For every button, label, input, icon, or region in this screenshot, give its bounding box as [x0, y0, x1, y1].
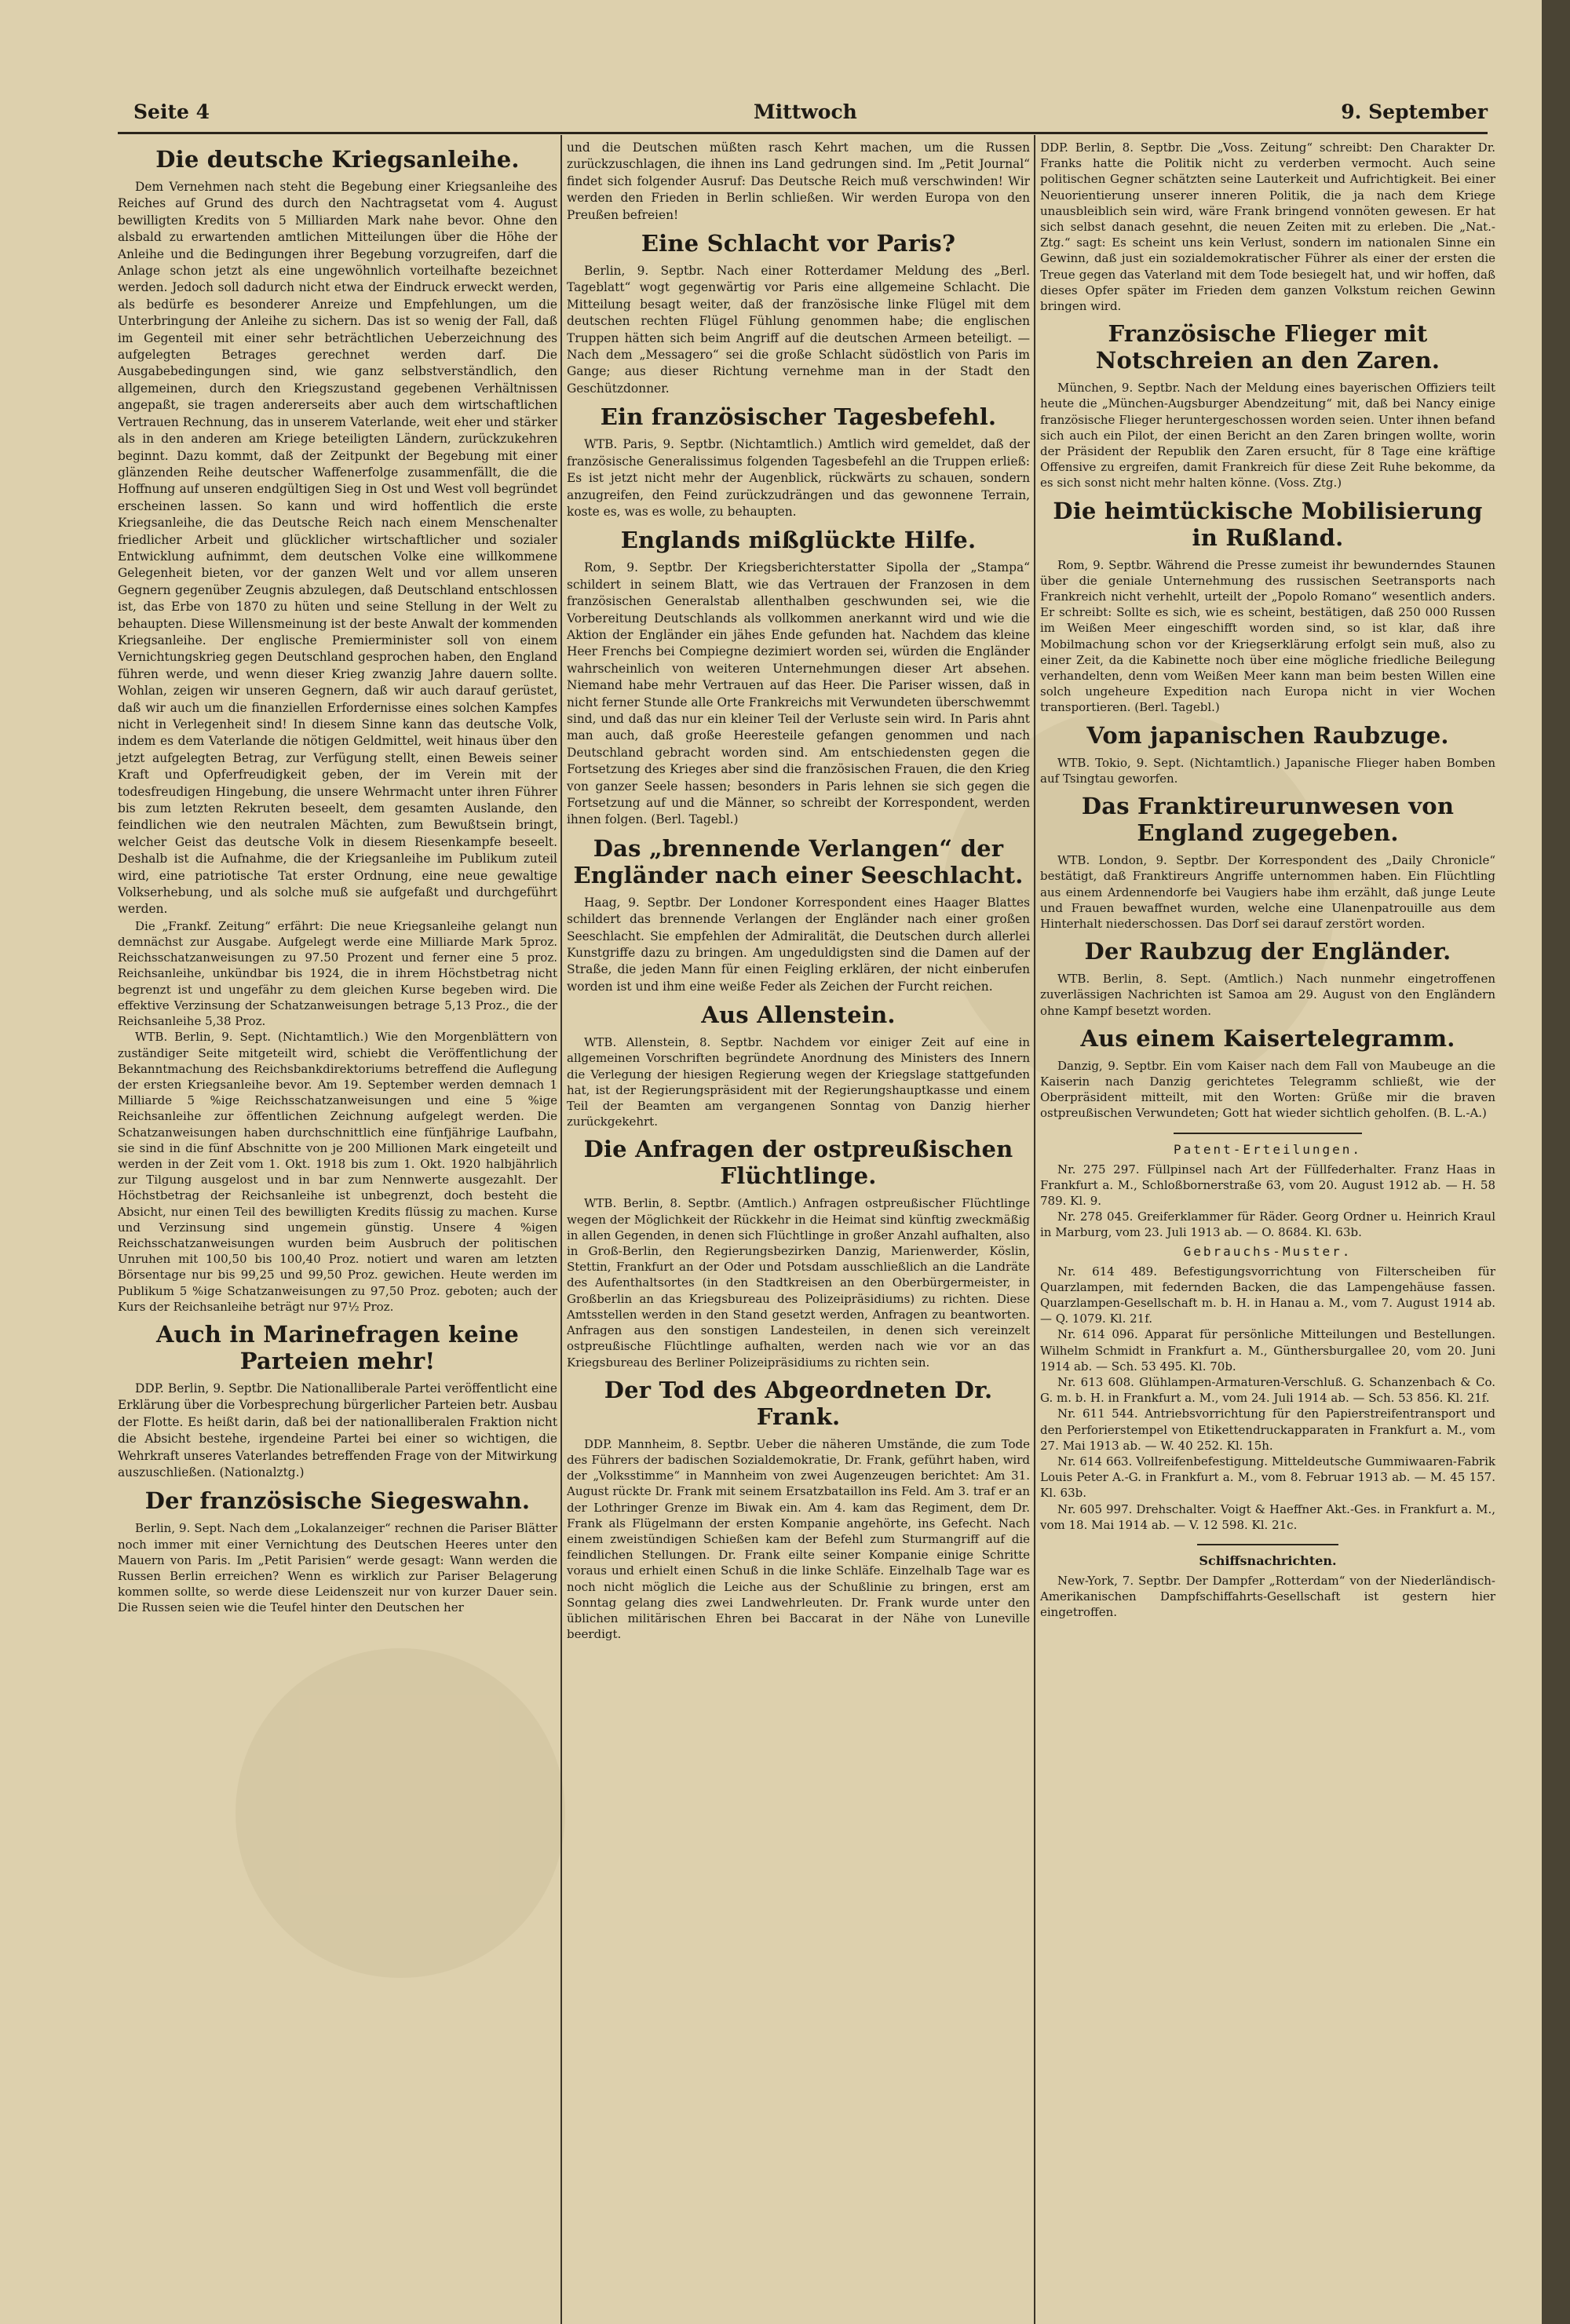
article-marinefragen [118, 1321, 557, 1481]
article-siegeswahn [118, 1487, 557, 1615]
weekday: Mittwoch [754, 100, 857, 123]
page-edge-shadow [1542, 0, 1570, 2324]
article-kaisertelegramm [1040, 1025, 1495, 1122]
article-paragraph: und die Deutschen müßten rasch Kehrt machen, um die Russen zurückzuschlagen, die ihnen ins Land gedrungen sind. Im „Petit Journal“ findet sich folgender Ausruf: Das Deutsche Reich muß verschwinden! Wir werden den Frieden in Berlin schließen. Wir werden Europa von den Preußen befreien! [567, 140, 1030, 222]
article-paragraph: Rom, 9. Septbr. Während die Presse zumeist ihr bewunderndes Staunen über die geniale Unternehmung des russischen Seetransports nach Frankreich nicht verhehlt, urteilt der „Popolo Romano“ wesentlich anders. Er schreibt: Sollte es sich, wie es scheint, bestätigen, daß 250 000 Russen im Weißen Meer eingeschifft worden sind, so ist klar, daß ihre Mobilmachung schon vor der Kriegserklärung erfolgt sein muß, also zu einer Zeit, da die Kabinette noch über eine mögliche friedliche Beilegung verhandelten, denn vom Weißen Meer kann man beim besten Willen eine solch ungeheure Expedition nach Europa nicht in vier Wochen transportieren. (Berl. Tagebl.) [1040, 557, 1495, 715]
article-title: Englands mißglückte Hilfe. [620, 527, 977, 554]
patent-item: Nr. 275 297. Füllpinsel nach Art der Füllfederhalter. Franz Haas in Frankfurt a. M., Schloßbornerstraße 63, vom 20. August 1912 ab. — H. 58 789. Kl. 9. [1040, 1162, 1495, 1208]
article-title: Aus Allenstein. [701, 1001, 896, 1029]
utility-item: Nr. 605 997. Drehschalter. Voigt & Haeffner Akt.-Ges. in Frankfurt a. M., vom 18. Mai 1914 ab. — V. 12 598. Kl. 21c. [1040, 1501, 1495, 1532]
article-paragraph: Dem Vernehmen nach steht die Begebung einer Kriegsanleihe des Reiches auf Grund des durch den Nachtragsetat vom 4. August bewilligten Kredits von 5 Milliarden Mark nahe bevor. Ohne den alsbald zu erwartenden amtlichen Mitteilungen über die Höhe der Anleihe und die Bedingungen ihrer Begebung vorzugreifen, darf die Anlage schon jetzt als eine ungewöhnlich vorteilhafte bezeichnet werden. Jedoch soll dadurch nicht etwa der Eindruck erweckt werden, als bedürfe es besonderer Anreize und Empfehlungen, um die Unterbringung der Anleihe zu sichern. Das ist so wenig der Fall, daß im Gegenteil mit einer sehr beträchtlichen Ueberzeichnung des aufgelegten Betrages gerechnet werden darf. Die Ausgabebedingungen sind, wie ganz selbstverständlich, den allgemeinen, durch den Kriegszustand gegebenen Verhältnissen angepaßt, sie tragen andererseits aber auch dem wirtschaftlichen Vertrauen Rechnung, das in unserem Vaterlande, weit eher und stärker als in den anderen am Kriege beteiligten Ländern, zurückzukehren beginnt. Dazu kommt, daß der Zeitpunkt der Begebung mit einer glänzenden Reihe deutscher Waffenerfolge zusammenfällt, die die Hoffnung auf unseren endgültigen Sieg in Ost und West voll begründet erscheinen lassen. So kann und wird hoffentlich die erste Kriegsanleihe, die das Deutsche Reich nach einem Menschenalter friedlicher Arbeit und glücklicher wirtschaftlicher und sozialer Entwicklung aufnimmt, dem deutschen Volke eine willkommene Gelegenheit bieten, vor der ganzen Welt und vor allem unseren Gegnern gegenüber Zeugnis abzulegen, daß Deutschland entschlossen ist, das Erbe von 1870 zu hüten und seine Stellung in der Welt zu behaupten. Diese Willensmeinung ist der beste Anwalt der kommenden Kriegsanleihe. Der englische Premierminister soll von einem Vernichtungskrieg gegen Deutschland gesprochen haben, den England führen werde, und wenn dieser Krieg zwanzig Jahre dauern sollte. Wohlan, zeigen wir unseren Gegnern, daß wir auch darauf gerüstet, daß wir auch um die finanziellen Erfordernisse eines solchen Kampfes nicht in Verlegenheit sind! In diesem Sinne kann das deutsche Volk, indem es dem Vaterlande die nötigen Geldmittel, weit hinaus über den jetzt aufgelegten Betrag, zur Verfügung stellt, einen Beweis seiner Kraft und Opferfreudigkeit geben, der im Verein mit der todesfreudigen Hingebung, die unsere Wehrmacht unter ihren Führer bis zum letzten Rekruten beseelt, dem gesamten Auslande, den feindlichen wie den neutralen Mächten, zum Bewußtsein bringt, welcher Geist das deutsche Volk in diesem Riesenkampfe beseelt. Deshalb ist die Aufnahme, die der Kriegsanleihe im Publikum zuteil wird, eine patriotische Tat erster Ordnung, eine neue gewaltige Volkserhebung, und als solche muß sie aufgefaßt und durchgeführt werden. [118, 180, 557, 917]
article-mobilisierung [1040, 498, 1495, 716]
article-paragraph: München, 9. Septbr. Nach der Meldung eines bayerischen Offiziers teilt heute die „München-Augsburger Abendzeitung“ mit, daß bei Nancy einige französische Flieger heruntergeschossen worden seien. Unter ihnen befand sich auch ein Pilot, der einen Bericht an den Zaren bringen wollte, worin der Präsident der Republik den Zaren ersucht, für 8 Tage eine kräftige Offensive zu ergreifen, damit Frankreich für diese Zeit Ruhe bekomme, da es sich sonst nicht mehr halten könne. (Voss. Ztg.) [1040, 381, 1495, 491]
utility-item: Nr. 613 608. Glühlampen-Armaturen-Verschluß. G. Schanzenbach & Co. G. m. b. H. in Frankfurt a. M., vom 24. Juli 1914 ab. — Sch. 53 856. Kl. 21f. [1040, 1374, 1495, 1406]
article-title: Aus einem Kaisertelegramm. [1080, 1024, 1455, 1052]
article-title: Das „brennende Verlangen“ der Engländer nach einer Seeschlacht. [573, 834, 1024, 888]
article-continuation [1040, 140, 1495, 314]
article-flieger [1040, 320, 1495, 491]
paper-stain [236, 1648, 565, 1978]
article-title: Ein französischer Tagesbefehl. [600, 403, 997, 431]
article-englands-hilfe [567, 527, 1030, 829]
page-header [118, 100, 1488, 132]
shipping-heading: Schiffsnachrichten. [1199, 1553, 1337, 1568]
article-title: Eine Schlacht vor Paris? [641, 230, 956, 257]
article-paragraph: Die „Frankf. Zeitung“ erfährt: Die neue Kriegsanleihe gelangt nun demnächst zur Ausgabe. Aufgelegt werde eine Milliarde Mark 5proz. Reichsschatzanweisungen zu 97.50 Prozent und ferner eine 5 proz. Reichsanleihe, unkündbar bis 1924, die in ihrem Höchstbetrag nicht begrenzt ist und ungefähr zu dem gleichen Kurse begeben wird. Die effektive Verzinsung der Schatzanweisungen betrage 5,13 Proz., die der Reichsanleihe 5,38 Proz. [118, 918, 557, 1029]
column-1 [118, 140, 557, 1616]
utility-item: Nr. 614 489. Befestigungsvorrichtung von Filterscheiben für Quarzlampen, mit federnden Backen, die das Lampengehäuse fassen. Quarzlampen-Gesellschaft m. b. H. in Hanau a. M., vom 7. August 1914 ab. — Q. 1079. Kl. 21f. [1040, 1264, 1495, 1326]
article-continuation [567, 140, 1030, 224]
article-paragraph: Danzig, 9. Septbr. Ein vom Kaiser nach dem Fall von Maubeuge an die Kaiserin nach Danzig gerichtetes Telegramm schließt, wie der Oberpräsident mitteilt, mit den Worten: Grüße mir die braven ostpreußischen Verwundeten; Gott hat wieder sichtlich geholfen. (B. L.-A.) [1040, 1058, 1495, 1121]
column-rule [560, 135, 562, 2324]
article-title: Vom japanischen Raubzuge. [1086, 721, 1449, 749]
article-title: Die Anfragen der ostpreußischen Flüchtlinge. [583, 1136, 1013, 1190]
article-japanischer-raubzug [1040, 722, 1495, 786]
article-paragraph: WTB. Tokio, 9. Sept. (Nichtamtlich.) Japanische Flieger haben Bomben auf Tsingtau geworfen. [1040, 755, 1495, 786]
article-paragraph: WTB. Berlin, 9. Sept. (Nichtamtlich.) Wie den Morgenblättern von zuständiger Seite mitgeteilt wird, schiebt die Veröffentlichung der Bekanntmachung des Reichsbankdirektoriums betreffend die Auflegung der ersten Kriegsanleihe bevor. Am 19. September werden demnach 1 Milliarde 5 %ige Reichsschatzanweisungen und eine 5 %ige Reichsanleihe zur öffentlichen Zeichnung aufgelegt werden. Die Schatzanweisungen haben durchschnittlich eine fünfjährige Laufbahn, sie sind in die fünf Abschnitte von je 200 Millionen Mark eingeteilt und werden in der Zeit vom 1. Okt. 1918 bis zum 1. Okt. 1920 halbjährlich zur Tilgung ausgelost und in bar zum Nennwerte ausgezahlt. Der Höchstbetrag der Reichsanleihe ist unbegrenzt, doch besteht die Absicht, nur einen Teil des bewilligten Kredits flüssig zu machen. Kurse und Verzinsung sind ungemein günstig. Unsere 4 %igen Reichsschatzanweisungen wurden beim Ausbruch der politischen Unruhen mit 100,50 bis 100,40 Proz. notiert und waren am letzten Börsentage nur bis 99,25 und 99,50 Proz. gewichen. Heute werden im Publikum 5 %ige Schatzanweisungen zu 97,50 Proz. geboten; auch der Kurs der Reichsanleihe beträgt nur 97½ Proz. [118, 1030, 557, 1314]
article-title: Die heimtückische Mobilisierung in Rußland. [1053, 497, 1483, 551]
article-title: Auch in Marinefragen keine Parteien mehr! [155, 1320, 520, 1374]
column-rule [1034, 135, 1035, 2324]
section-divider [1174, 1133, 1362, 1134]
shipping-item: New-York, 7. Septbr. Der Dampfer „Rotterdam“ von der Niederländisch-Amerikanischen Dampfschiffahrts-Gesellschaft ist gestern hier eingetroffen. [1040, 1574, 1495, 1620]
article-paragraph: Haag, 9. Septbr. Der Londoner Korrespondent eines Haager Blattes schildert das brennende Verlangen der Engländer nach einer großen Seeschlacht. Sie empfehlen der Admiralität, die Deutschen durch allerlei Kunstgriffe dazu zu bringen. Am ungeduldigsten sind die Damen auf der Straße, die jeden Mann für einen Feigling erklären, der nicht einberufen worden ist und ihm eine weiße Feder als Zeichen der Furcht reichen. [567, 895, 1030, 994]
article-paragraph: DDP. Mannheim, 8. Septbr. Ueber die näheren Umstände, die zum Tode des Führers der badischen Sozialdemokratie, Dr. Frank, geführt haben, wird der „Volksstimme“ in Mannheim von zwei Augenzeugen berichtet: Am 31. August rückte Dr. Frank mit seinem Ersatzbataillon ins Feld. Am 3. traf er an der Lothringer Grenze im Biwak ein. Am 4. kam das Regiment, dem Dr. Frank als Flügelmann der ersten Kompanie angehörte, ins Gefecht. Nach einem zweistündigen Schießen kam der Befehl zum Sturmangriff auf die feindlichen Stellungen. Dr. Frank eilte seiner Kompanie einige Schritte voraus und erhielt einen Schuß in die linke Schläfe. Einzelhalb Tage war es noch nicht möglich die Leiche aus der Schußlinie zu bringen, erst am Sonntag gelang dies zwei Landwehrleuten. Dr. Frank wurde unter den üblichen militärischen Ehren bei Baccarat in der Nähe von Luneville beerdigt. [567, 1436, 1030, 1642]
article-title: Der französische Siegeswahn. [144, 1487, 531, 1515]
utility-item: Nr. 614 663. Vollreifenbefestigung. Mitteldeutsche Gummiwaaren-Fabrik Louis Peter A.-G. in Frankfurt a. M., vom 8. Februar 1913 ab. — M. 45 157. Kl. 63b. [1040, 1454, 1495, 1501]
article-paragraph: WTB. Allenstein, 8. Septbr. Nachdem vor einiger Zeit auf eine in allgemeinen Vorschriften begründete Anordnung des Ministers des Innern die Verlegung der hiesigen Regierung wegen der Kriegslage stattgefunden hat, ist der Regierungspräsident mit der Regierungshauptkasse und einem Teil der Beamten am vergangenen Sonntag von Danzig hierher zurückgekehrt. [567, 1035, 1030, 1129]
shipping-news [1040, 1553, 1495, 1621]
article-paragraph: Rom, 9. Septbr. Der Kriegsberichterstatter Sipolla der „Stampa“ schildert in seinem Blatt, wie das Vertrauen der Franzosen in dem französischen Generalstab allenthalben geschwunden sei, wie die Vorbereitung Deutschlands als vollkommen anerkannt wird und wie die Aktion der Engländer ein jähes Ende gefunden hat. Nachdem das kleine Heer Frenchs bei Compiegne dezimiert worden sei, würden die Engländer wahrscheinlich von weiteren Unternehmungen dieser Art absehen. Niemand habe mehr Vertrauen auf das Heer. Die Pariser wissen, daß in nicht ferner Stunde alle Orte Frankreichs mit Verwundeten überschwemmt sind, und daß das nur ein kleiner Teil der Verluste sein wird. In Paris ahnt man auch, daß große Heeresteile gefangen genommen und nach Deutschland gebracht worden sind. Am entschiedensten gegen die Fortsetzung des Krieges aber sind die französischen Frauen, die den Krieg von ganzer Seele hassen; besonders in Paris lehnen sie sich gegen die Fortsetzung auf und die Männer, so schreibt der Korrespondent, werden ihnen folgen. (Berl. Tagebl.) [567, 560, 1030, 827]
article-paragraph: Berlin, 9. Septbr. Nach einer Rotterdamer Meldung des „Berl. Tageblatt“ wogt gegenwärtig vor Paris eine allgemeine Schlacht. Die Mitteilung besagt weiter, daß der französische linke Flügel mit dem deutschen rechten Flügel Fühlung genommen habe; die englischen Truppen hätten sich beim Angriff auf die deutschen Armeen beteiligt. — Nach dem „Messagero“ sei die große Schlacht südöstlich von Paris im Gange; aus dieser Richtung vernehme man in der Stadt den Geschützdonner. [567, 264, 1030, 396]
article-paragraph: Berlin, 9. Sept. Nach dem „Lokalanzeiger“ rechnen die Pariser Blätter noch immer mit einer Vernichtung des Deutschen Heeres unter den Mauern von Paris. Im „Petit Parisien“ werde gesagt: Wann werden die Russen Berlin erreichen? Wenn es wirklich zur Pariser Belagerung kommen sollte, so werde diese Leidenszeit nur von kurzer Dauer sein. Die Russen seien wie die Teufel hinter den Deutschen her [118, 1521, 557, 1615]
article-title: Die deutsche Kriegsanleihe. [155, 146, 520, 173]
article-seeschlacht [567, 835, 1030, 995]
article-fluechtlinge [567, 1136, 1030, 1370]
patent-heading: Patent-Erteilungen. [1173, 1141, 1363, 1157]
article-franktireurs [1040, 793, 1495, 932]
article-title: Französische Flieger mit Notschreien an den Zaren. [1095, 320, 1440, 374]
date: 9. September [1341, 100, 1488, 123]
utility-model-listing [1040, 1244, 1495, 1533]
article-kriegsanleihe [118, 146, 557, 1315]
article-schlacht-vor-paris [567, 230, 1030, 397]
patent-listing [1040, 1142, 1495, 1241]
article-title: Das Franktireurunwesen von England zugegeben. [1081, 793, 1455, 847]
article-paragraph: WTB. London, 9. Septbr. Der Korrespondent des „Daily Chronicle“ bestätigt, daß Franktireurs Angriffe unternommen haben. Ein Flüchtling aus einem Ardennendorfe bei Vaugiers habe ihm erzählt, daß junge Leute und Frauen bewaffnet wurden, welche eine Ulanenpatrouille aus dem Hinterhalt niederschossen. Das Dorf sei darauf zerstört worden. [1040, 853, 1495, 931]
article-paragraph: WTB. Berlin, 8. Septbr. (Amtlich.) Anfragen ostpreußischer Flüchtlinge wegen der Möglichkeit der Rückkehr in die Heimat sind künftig zweckmäßig in allen Gegenden, in denen sich Flüchtlinge in großer Anzahl aufhalten, also in Groß-Berlin, den Regierungsbezirken Danzig, Marienwerder, Köslin, Stettin, Frankfurt an der Oder und Potsdam ausschließlich an die Landräte des Aufenthaltsortes (in den Stadtkreisen an den Oberbürgermeister, in Großberlin an das Kriegsbureau des Polizeipräsidiums) zu richten. Diese Amtsstellen werden in den Stand gesetzt werden, Anfragen zu beantworten. Anfragen aus den sonstigen Landesteilen, in denen sich vereinzelt ostpreußische Flüchtlinge aufhalten, werden nach wie vor an das Kriegsbureau des Berliner Polizeipräsidiums zu richten sein. [567, 1196, 1030, 1370]
column-2 [567, 140, 1030, 1642]
article-title: Der Tod des Abgeordneten Dr. Frank. [604, 1376, 993, 1430]
article-tagesbefehl [567, 403, 1030, 520]
article-raubzug-englaender [1040, 938, 1495, 1019]
utility-heading: Gebrauchs-Muster. [1183, 1243, 1353, 1259]
article-paragraph: DDP. Berlin, 8. Septbr. Die „Voss. Zeitung“ schreibt: Den Charakter Dr. Franks hatte die Politik nicht zu verderben vermocht. Auch seine politischen Gegner schätzten seine Lauterkeit und Aufrichtigkeit. Bei einer Neuorientierung unserer inneren Politik, die ja nach dem Kriege unausbleiblich sein wird, wäre Frank bringend vonnöten gewesen. Er hat sich selbst danach gesehnt, die neuen Zeiten mit zu erleben. Die „Nat.-Ztg.“ sagt: Es scheint uns kein Verlust, sondern im nationalen Sinne ein Gewinn, daß just ein sozialdemokratischer Führer als einer der ersten die Treue gegen das Vaterland mit dem Tode besiegelt hat, und wir hoffen, daß dieses Opfer später im Frieden dem ganzen Volkstum reichen Gewinn bringen wird. [1040, 140, 1495, 314]
article-paragraph: DDP. Berlin, 9. Septbr. Die Nationalliberale Partei veröffentlicht eine Erklärung über die Vorbesprechung bürgerlicher Parteien betr. Ausbau der Flotte. Es heißt darin, daß bei der nationalliberalen Fraktion nicht die Absicht bestehe, irgendeine Partei bei einer so wichtigen, die Wehrkraft unseres Vaterlandes betreffenden Frage von der Mitwirkung auszuschließen. (Nationalztg.) [118, 1381, 557, 1479]
header-rule [118, 132, 1488, 134]
section-divider [1197, 1544, 1338, 1545]
page-number: Seite 4 [133, 100, 210, 123]
utility-item: Nr. 614 096. Apparat für persönliche Mitteilungen und Bestellungen. Wilhelm Schmidt in Frankfurt a. M., Günthersburgallee 20, vom 20. Juni 1914 ab. — Sch. 53 495. Kl. 70b. [1040, 1327, 1495, 1374]
article-allenstein [567, 1001, 1030, 1129]
article-paragraph: WTB. Paris, 9. Septbr. (Nichtamtlich.) Amtlich wird gemeldet, daß der französische Generalissimus folgenden Tagesbefehl an die Truppen erließ: Es ist jetzt nicht mehr der Augenblick, rückwärts zu schauen, sondern anzugreifen, den Feind zurückzudrängen und das gewonnene Terrain, koste es, was es wolle, zu behaupten. [567, 437, 1030, 519]
patent-item: Nr. 278 045. Greiferklammer für Räder. Georg Ordner u. Heinrich Kraul in Marburg, vom 23. Juli 1913 ab. — O. 8684. Kl. 63b. [1040, 1209, 1495, 1240]
column-3 [1040, 140, 1495, 1621]
article-title: Der Raubzug der Engländer. [1084, 938, 1451, 965]
utility-item: Nr. 611 544. Antriebsvorrichtung für den Papierstreifentransport und den Perforierstempel von Etikettendruckapparaten in Frankfurt a. M., vom 27. Mai 1913 ab. — W. 40 252. Kl. 15h. [1040, 1406, 1495, 1453]
article-tod-dr-frank [567, 1377, 1030, 1643]
article-paragraph: WTB. Berlin, 8. Sept. (Amtlich.) Nach nunmehr eingetroffenen zuverlässigen Nachrichten ist Samoa am 29. August von den Engländern ohne Kampf besetzt worden. [1040, 972, 1495, 1018]
